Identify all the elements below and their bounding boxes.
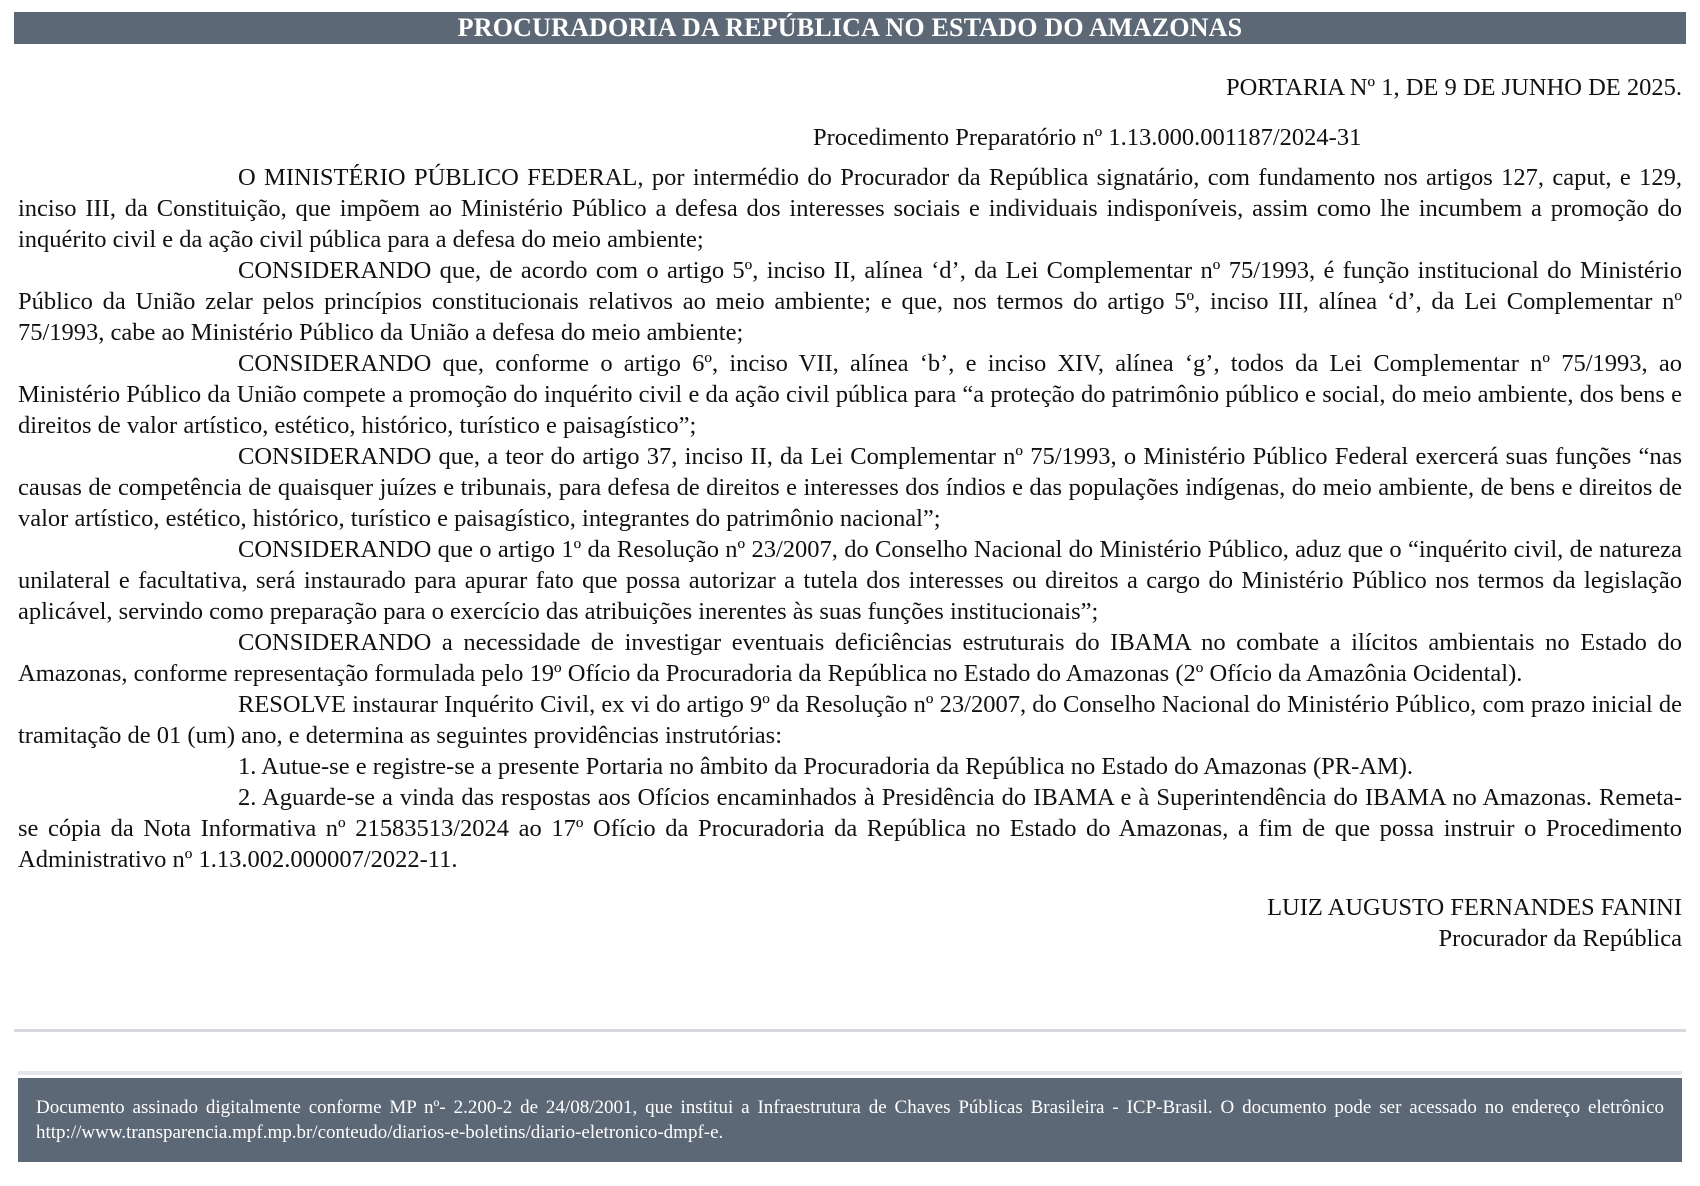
paragraph-considerando-5: CONSIDERANDO a necessidade de investigar eventuais deficiências estruturais do IBAMA no combate a ilícitos ambientais no Estado do Amazonas, conforme representação formulada pelo 19º Ofício da Procuradoria da República no Estado do Amazonas (2º Ofício da Amazônia Ocidental).	[18, 629, 1682, 687]
paragraph-preamble: O MINISTÉRIO PÚBLICO FEDERAL, por intermédio do Procurador da República signatário, com fundamento nos artigos 127, caput, e 129, inciso III, da Constituição, que impõem ao Ministério Público a defesa dos interesses sociais e individuais indisponíveis, assim como lhe incumbem a promoção do inquérito civil e da ação civil pública para a defesa do meio ambiente;	[18, 164, 1682, 253]
paragraph-considerando-2: CONSIDERANDO que, conforme o artigo 6º, inciso VII, alínea ‘b’, e inciso XIV, alínea ‘g’, todos da Lei Complementar nº 75/1993, ao Ministério Público da União compete a promoção do inquérito civil e da ação civil pública para “a proteção do patrimônio público e social, do meio ambiente, dos bens e direitos de valor artístico, estético, histórico, turístico e paisagístico”;	[18, 350, 1682, 439]
signature-role: Procurador da República	[1438, 925, 1682, 952]
section-header	[14, 12, 1686, 44]
procedimento-number: Procedimento Preparatório nº 1.13.000.001187/2024-31	[813, 124, 1362, 151]
paragraph-considerando-1: CONSIDERANDO que, de acordo com o artigo 5º, inciso II, alínea ‘d’, da Lei Complementar nº 75/1993, é função institucional do Ministério Público da União zelar pelos princípios constitucionais relativos ao meio ambiente; e que, nos termos do artigo 5º, inciso III, alínea ‘d’, da Lei Complementar nº 75/1993, cabe ao Ministério Público da União a defesa do meio ambiente;	[18, 257, 1682, 346]
paragraph-item-2: 2. Aguarde-se a vinda das respostas aos Ofícios encaminhados à Presidência do IBAMA e à Superintendência do IBAMA no Amazonas. Remeta-se cópia da Nota Informativa nº 21583513/2024 ao 17º Ofício da Procuradoria da República no Estado do Amazonas, a fim de que possa instruir o Procedimento Administrativo nº 1.13.002.000007/2022-11.	[18, 784, 1682, 873]
paragraph-considerando-4: CONSIDERANDO que o artigo 1º da Resolução nº 23/2007, do Conselho Nacional do Ministério Público, aduz que o “inquérito civil, de natureza unilateral e facultativa, será instaurado para apurar fato que possa autorizar a tutela dos interesses ou direitos a cargo do Ministério Público nos termos da legislação aplicável, servindo como preparação para o exercício das atribuições inerentes às suas funções institucionais”;	[18, 536, 1682, 625]
paragraph-considerando-3: CONSIDERANDO que, a teor do artigo 37, inciso II, da Lei Complementar nº 75/1993, o Ministério Público Federal exercerá suas funções “nas causas de competência de quaisquer juízes e tribunais, para defesa de direitos e interesses dos índios e das populações indígenas, do meio ambiente, de bens e direitos de valor artístico, estético, histórico, turístico e paisagístico, integrantes do patrimônio nacional”;	[18, 443, 1682, 532]
footer-rule	[18, 1071, 1682, 1075]
portaria-document	[18, 70, 1682, 954]
paragraph-item-1: 1. Autue-se e registre-se a presente Portaria no âmbito da Procuradoria da República no Estado do Amazonas (PR-AM).	[238, 753, 1413, 780]
paragraph-resolve: RESOLVE instaurar Inquérito Civil, ex vi do artigo 9º da Resolução nº 23/2007, do Conselho Nacional do Ministério Público, com prazo inicial de tramitação de 01 (um) ano, e determina as seguintes providências instrutórias:	[18, 691, 1682, 749]
portaria-title: PORTARIA Nº 1, DE 9 DE JUNHO DE 2025.	[1225, 74, 1682, 101]
section-header-title: PROCURADORIA DA REPÚBLICA NO ESTADO DO AMAZONAS	[457, 13, 1243, 42]
digital-signature-text: Documento assinado digitalmente conforme MP nº- 2.200-2 de 24/08/2001, que institui a Infraestrutura de Chaves Públicas Brasileira - ICP-Brasil. O documento pode ser acessado no endereço eletrônico http://www.transparencia.mpf.mp.br/conteudo/diarios-e-boletins/diario-eletronico-dmpf-e.	[36, 1097, 1664, 1143]
document-body	[18, 162, 1682, 875]
signature-block	[18, 892, 1682, 954]
section-divider	[14, 1029, 1686, 1032]
signature-name: LUIZ AUGUSTO FERNANDES FANINI	[1267, 894, 1682, 921]
digital-signature-notice	[18, 1078, 1682, 1162]
